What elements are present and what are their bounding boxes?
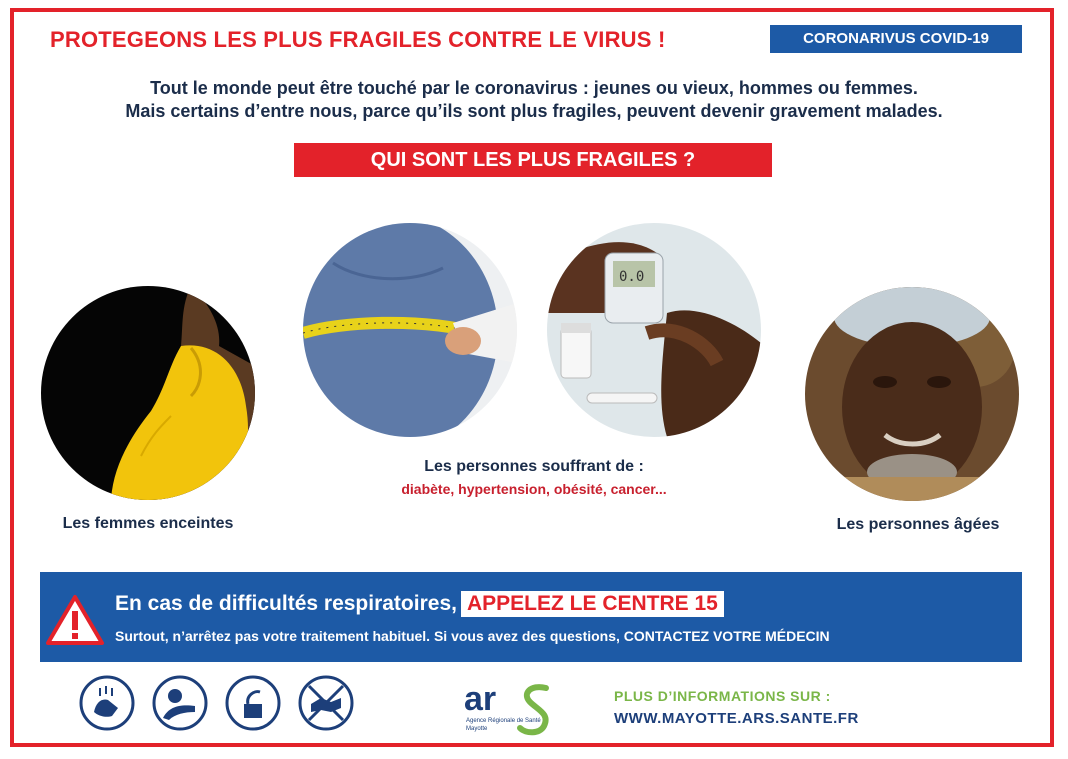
question-banner: QUI SONT LES PLUS FRAGILES ? (294, 143, 772, 177)
hand-washing-icon (78, 674, 136, 732)
pregnant-women-caption: Les femmes enceintes (62, 515, 234, 532)
respiratory-alert-banner (40, 572, 1022, 662)
warning-icon (45, 594, 105, 646)
more-info-label: PLUS D’INFORMATIONS SUR : (614, 688, 831, 704)
cough-in-elbow-icon (151, 674, 209, 732)
svg-text:ar: ar (464, 680, 497, 718)
website-url: WWW.MAYOTTE.ARS.SANTE.FR (614, 710, 859, 727)
elderly-man-photo (805, 287, 1019, 501)
no-handshake-icon (297, 674, 355, 732)
svg-text:0.0: 0.0 (619, 269, 645, 285)
svg-text:Agence Régionale de Santé: Agence Régionale de Santé (466, 718, 541, 724)
ars-logo (460, 680, 560, 736)
elderly-caption: Les personnes âgées (836, 516, 1000, 533)
poster-title: PROTEGEONS LES PLUS FRAGILES CONTRE LE VIRUS ! (50, 27, 666, 52)
illness-list: diabète, hypertension, obésité, cancer... (401, 481, 667, 497)
obesity-photo (303, 223, 517, 437)
alert-text: En cas de difficultés respiratoires, (115, 592, 457, 615)
alert-line-1 (115, 591, 724, 617)
pregnant-woman-photo (41, 286, 255, 500)
intro-line-1: Tout le monde peut être touché par le coronavirus : jeunes ou vieux, hommes ou femmes. (150, 78, 918, 98)
svg-text:Mayotte: Mayotte (466, 726, 488, 732)
illness-caption: Les personnes souffrant de : (424, 458, 644, 475)
alert-line-2: Surtout, n’arrêtez pas votre traitement habituel. Si vous avez des questions, CONTACTEZ VOTRE MÉDECIN (115, 628, 830, 644)
diabetes-test-photo (547, 223, 761, 437)
intro-line-2: Mais certains d’entre nous, parce qu’ils sont plus fragiles, peuvent devenir gravement malades. (125, 101, 943, 121)
covid-tag: CORONARIVUS COVID-19 (770, 25, 1022, 53)
tissue-icon (224, 674, 282, 732)
call-15-callout: APPELEZ LE CENTRE 15 (461, 591, 724, 617)
